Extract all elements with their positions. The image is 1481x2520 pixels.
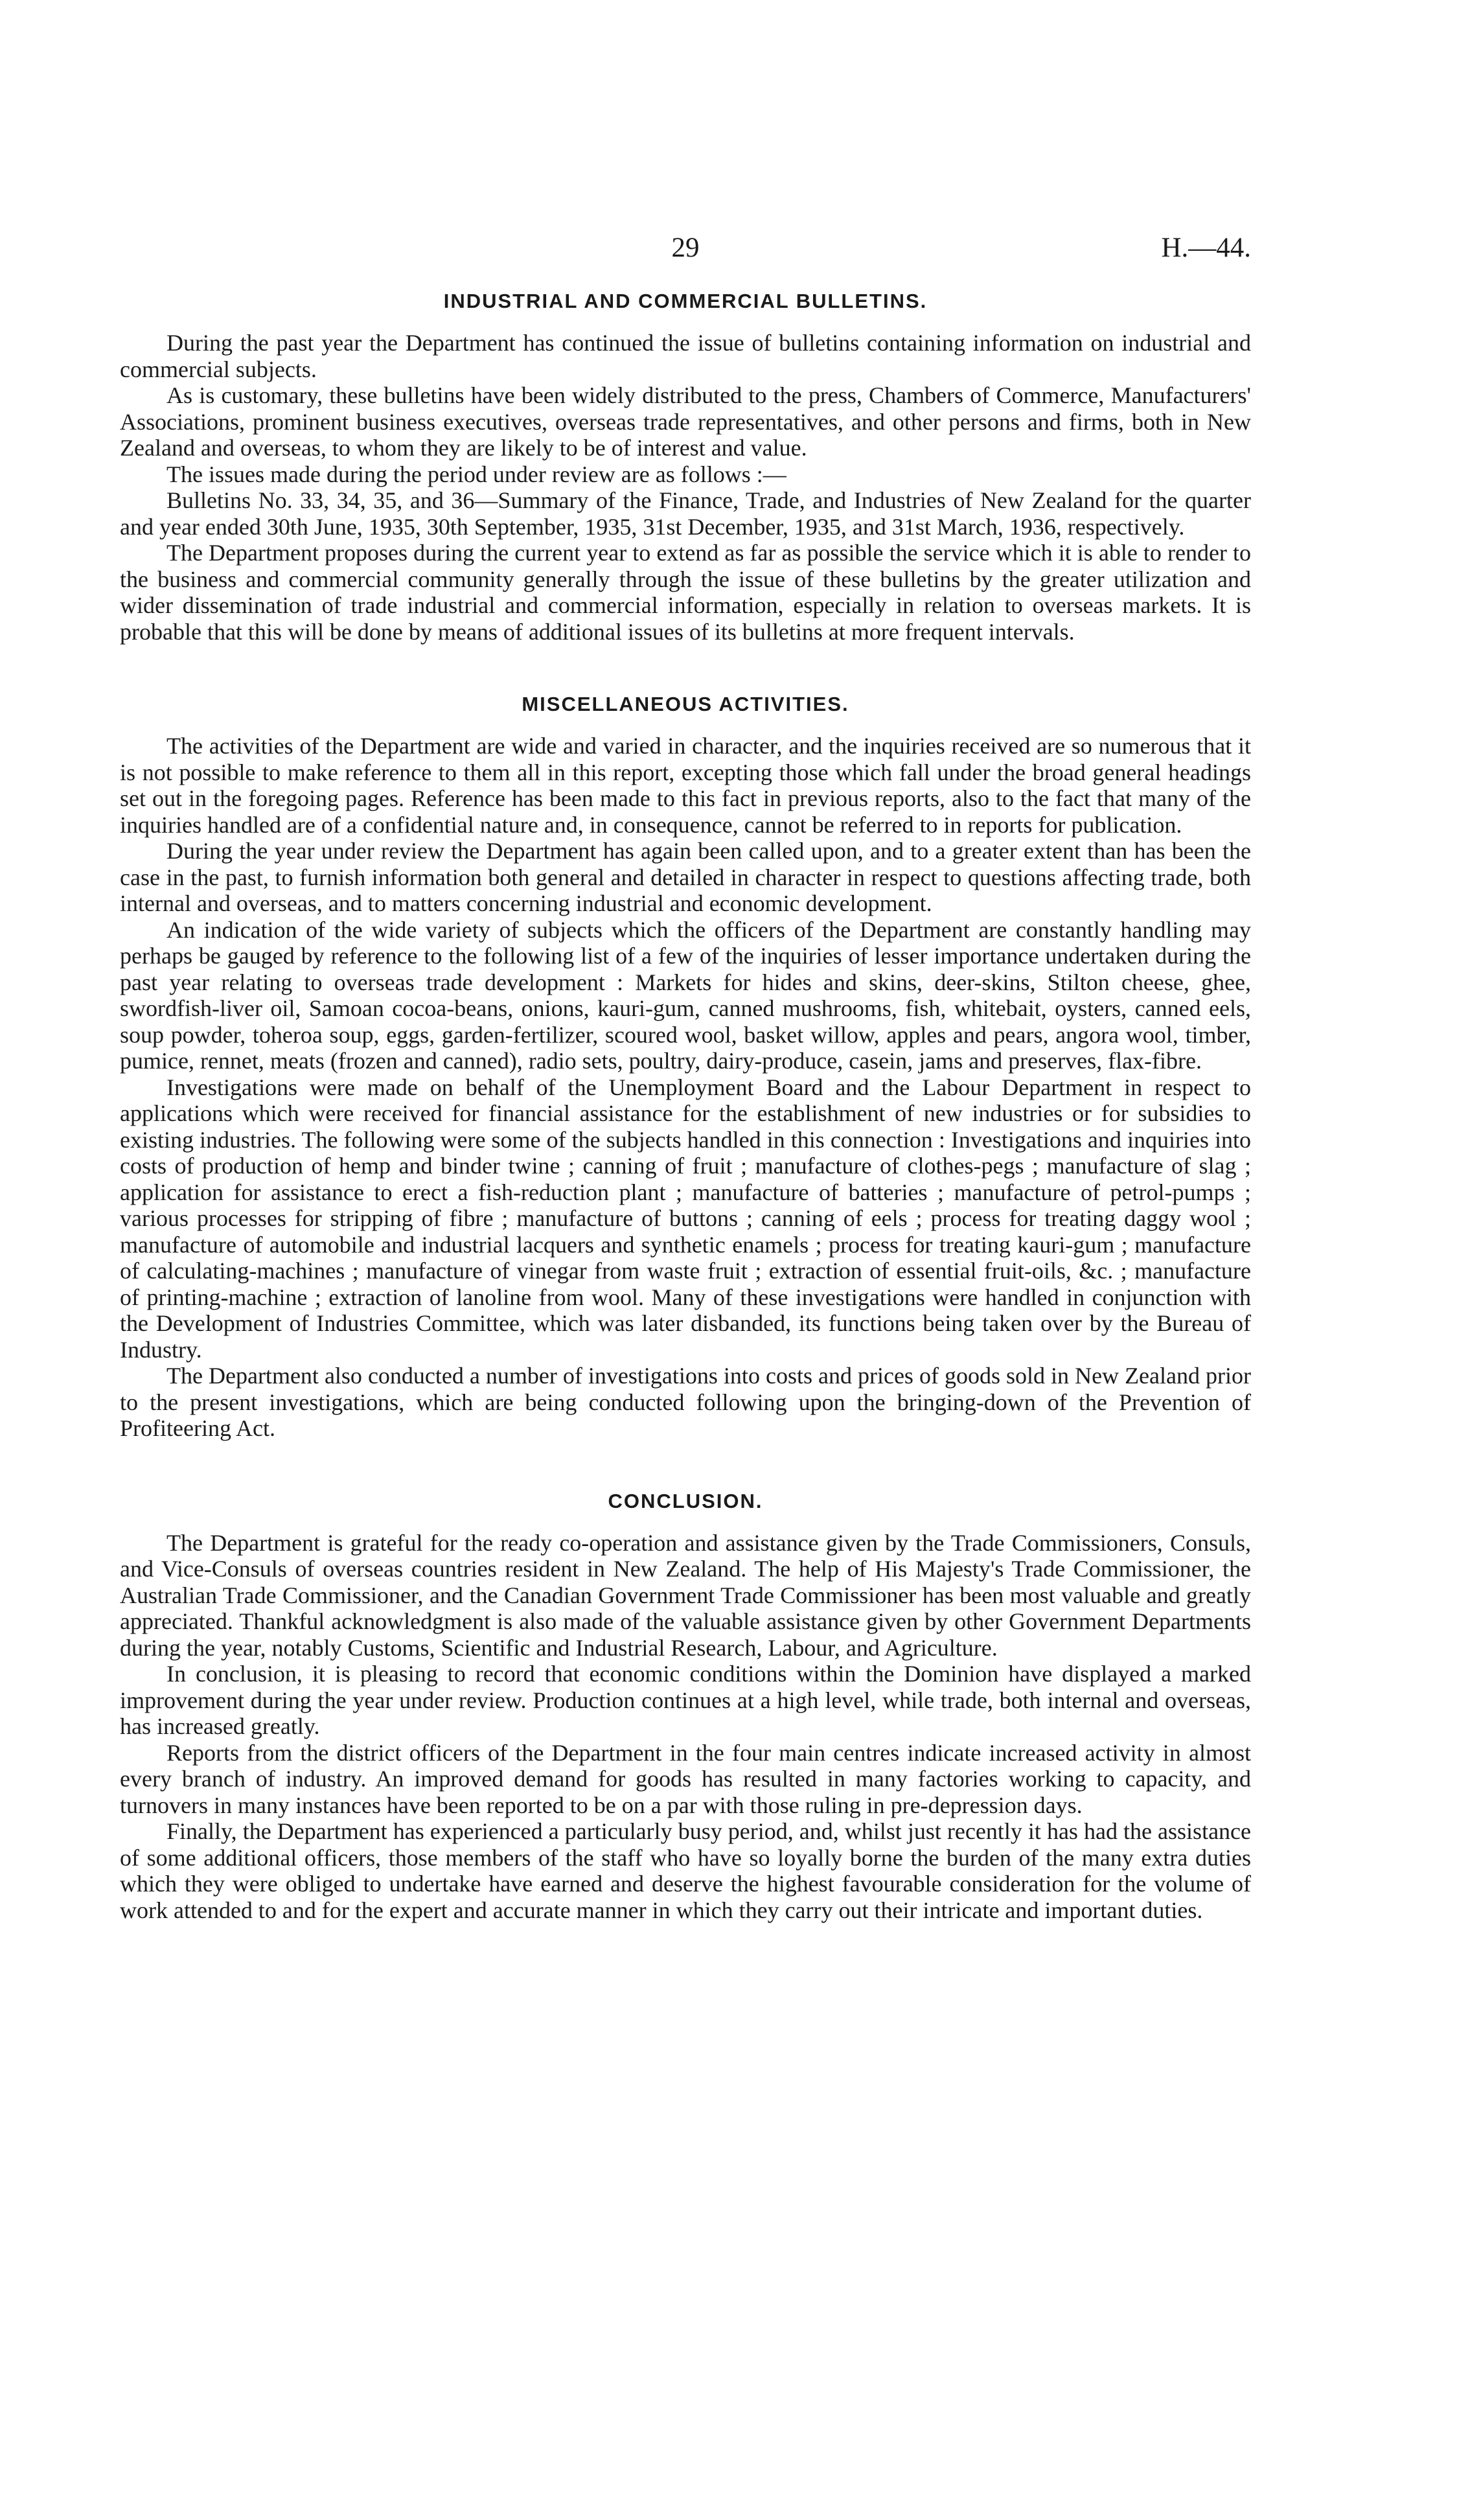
section-heading: CONCLUSION. (608, 1489, 763, 1512)
paragraph: The Department proposes during the current year to extend as far as possible the service which it is able to render to the business and commercial community generally through the issue of these bulletins by the greater utilization and wider dissemination of trade industrial and commercial information, especially in relation to overseas markets. It is probable that this will be done by means of additional issues of its bulletins at more frequent intervals. (120, 540, 1251, 645)
section-miscellaneous-activities (120, 693, 1251, 1442)
paragraph: During the past year the Department has continued the issue of bulletins containing information on industrial and commercial subjects. (120, 330, 1251, 382)
document-reference: H.—44. (1161, 233, 1251, 263)
page-content (120, 290, 1251, 1923)
section-conclusion (120, 1490, 1251, 1924)
page-header (120, 232, 1251, 271)
paragraph: The Department is grateful for the ready co-operation and assistance given by the Trade Commissioners, Consuls, and Vice-Consuls of overseas countries resident in New Zealand. The help of His Majesty's Trade Commissioner, the Australian Trade Commissioner, and the Canadian Government Trade Commissioner has been most valuable and greatly appreciated. Thankful acknowledgment is also made of the valuable assistance given by other Government Departments during the year, notably Customs, Scientific and Industrial Research, Labour, and Agriculture. (120, 1529, 1251, 1661)
paragraph: During the year under review the Department has again been called upon, and to a greater extent than has been the case in the past, to furnish information both general and detailed in character in respect to questions affecting trade, both internal and overseas, and to matters concerning industrial and economic development. (120, 838, 1251, 916)
paragraph: Bulletins No. 33, 34, 35, and 36—Summary of the Finance, Trade, and Industries of New Zealand for the quarter and year ended 30th June, 1935, 30th September, 1935, 31st December, 1935, and 31st March, 1936, respectively. (120, 487, 1251, 540)
paragraph: The Department also conducted a number of investigations into costs and prices of goods sold in New Zealand prior to the present investigations, which are being conducted following upon the bringing-down of the Prevention of Profiteering Act. (120, 1363, 1251, 1441)
paragraph: An indication of the wide variety of subjects which the officers of the Department are constantly handling may perhaps be gauged by reference to the following list of a few of the inquiries of lesser importance undertaken during the past year relating to overseas trade development : Markets for hides and skins, deer-skins, Stilton cheese, ghee, swordfish-liver oil, Samoan cocoa-beans, onions, kauri-gum, canned mushrooms, fish, whitebait, oysters, canned eels, soup powder, toheroa soup, eggs, garden-fertilizer, scoured wool, basket willow, apples and pears, angora wool, timber, pumice, rennet, meats (frozen and canned), radio sets, poultry, dairy-produce, casein, jams and preserves, flax-fibre. (120, 916, 1251, 1074)
paragraph: Investigations were made on behalf of the Unemployment Board and the Labour Department in respect to applications which were received for financial assistance for the establishment of new industries or for subsidies to existing industries. The following were some of the subjects handled in this connection : Investigations and inquiries into costs of production of hemp and binder twine ; canning of fruit ; manufacture of clothes-pegs ; manufacture of slag ; application for assistance to erect a fish-reduction plant ; manufacture of batteries ; manufacture of petrol-pumps ; various processes for stripping of fibre ; manufacture of buttons ; canning of eels ; process for treating daggy wool ; manufacture of automobile and industrial lacquers and synthetic enamels ; process for treating kauri-gum ; manufacture of calculating-machines ; manufacture of vinegar from waste fruit ; extraction of essential fruit-oils, &c. ; manufacture of printing-machine ; extraction of lanoline from wool. Many of these investigations were handled in conjunction with the Development of Industries Committee, which was later disbanded, its functions being taken over by the Bureau of Industry. (120, 1074, 1251, 1363)
paragraph: As is customary, these bulletins have been widely distributed to the press, Chambers of Commerce, Manufacturers' Associations, prominent business executives, overseas trade representatives, and other persons and firms, both in New Zealand and overseas, to whom they are likely to be of interest and value. (120, 382, 1251, 461)
paragraph: The issues made during the period under review are as follows :— (166, 461, 786, 487)
paragraph: Finally, the Department has experienced a particularly busy period, and, whilst just recently it has had the assistance of some additional officers, those members of the staff who have so loyally borne the burden of the many extra duties which they were obliged to undertake have earned and deserve the highest favourable consideration for the volume of work attended to and for the expert and accurate manner in which they carry out their intricate and important duties. (120, 1818, 1251, 1923)
section-heading: INDUSTRIAL AND COMMERCIAL BULLETINS. (443, 290, 928, 312)
paragraph: In conclusion, it is pleasing to record that economic conditions within the Dominion have displayed a marked improvement during the year under review. Production continues at a high level, while trade, both internal and overseas, has increased greatly. (120, 1661, 1251, 1739)
paragraph: The activities of the Department are wide and varied in character, and the inquiries received are so numerous that it is not possible to make reference to them all in this report, excepting those which fall under the broad general headings set out in the foregoing pages. Reference has been made to this fact in previous reports, also to the fact that many of the inquiries handled are of a confidential nature and, in consequence, cannot be referred to in reports for publication. (120, 733, 1251, 838)
page-number: 29 (671, 233, 700, 263)
section-heading: MISCELLANEOUS ACTIVITIES. (522, 693, 849, 715)
section-industrial-commercial-bulletins (120, 290, 1251, 645)
paragraph: Reports from the district officers of the Department in the four main centres indicate increased activity in almost every branch of industry. An improved demand for goods has resulted in many factories working to capacity, and turnovers in many instances have been reported to be on a par with those ruling in pre-depression days. (120, 1739, 1251, 1818)
